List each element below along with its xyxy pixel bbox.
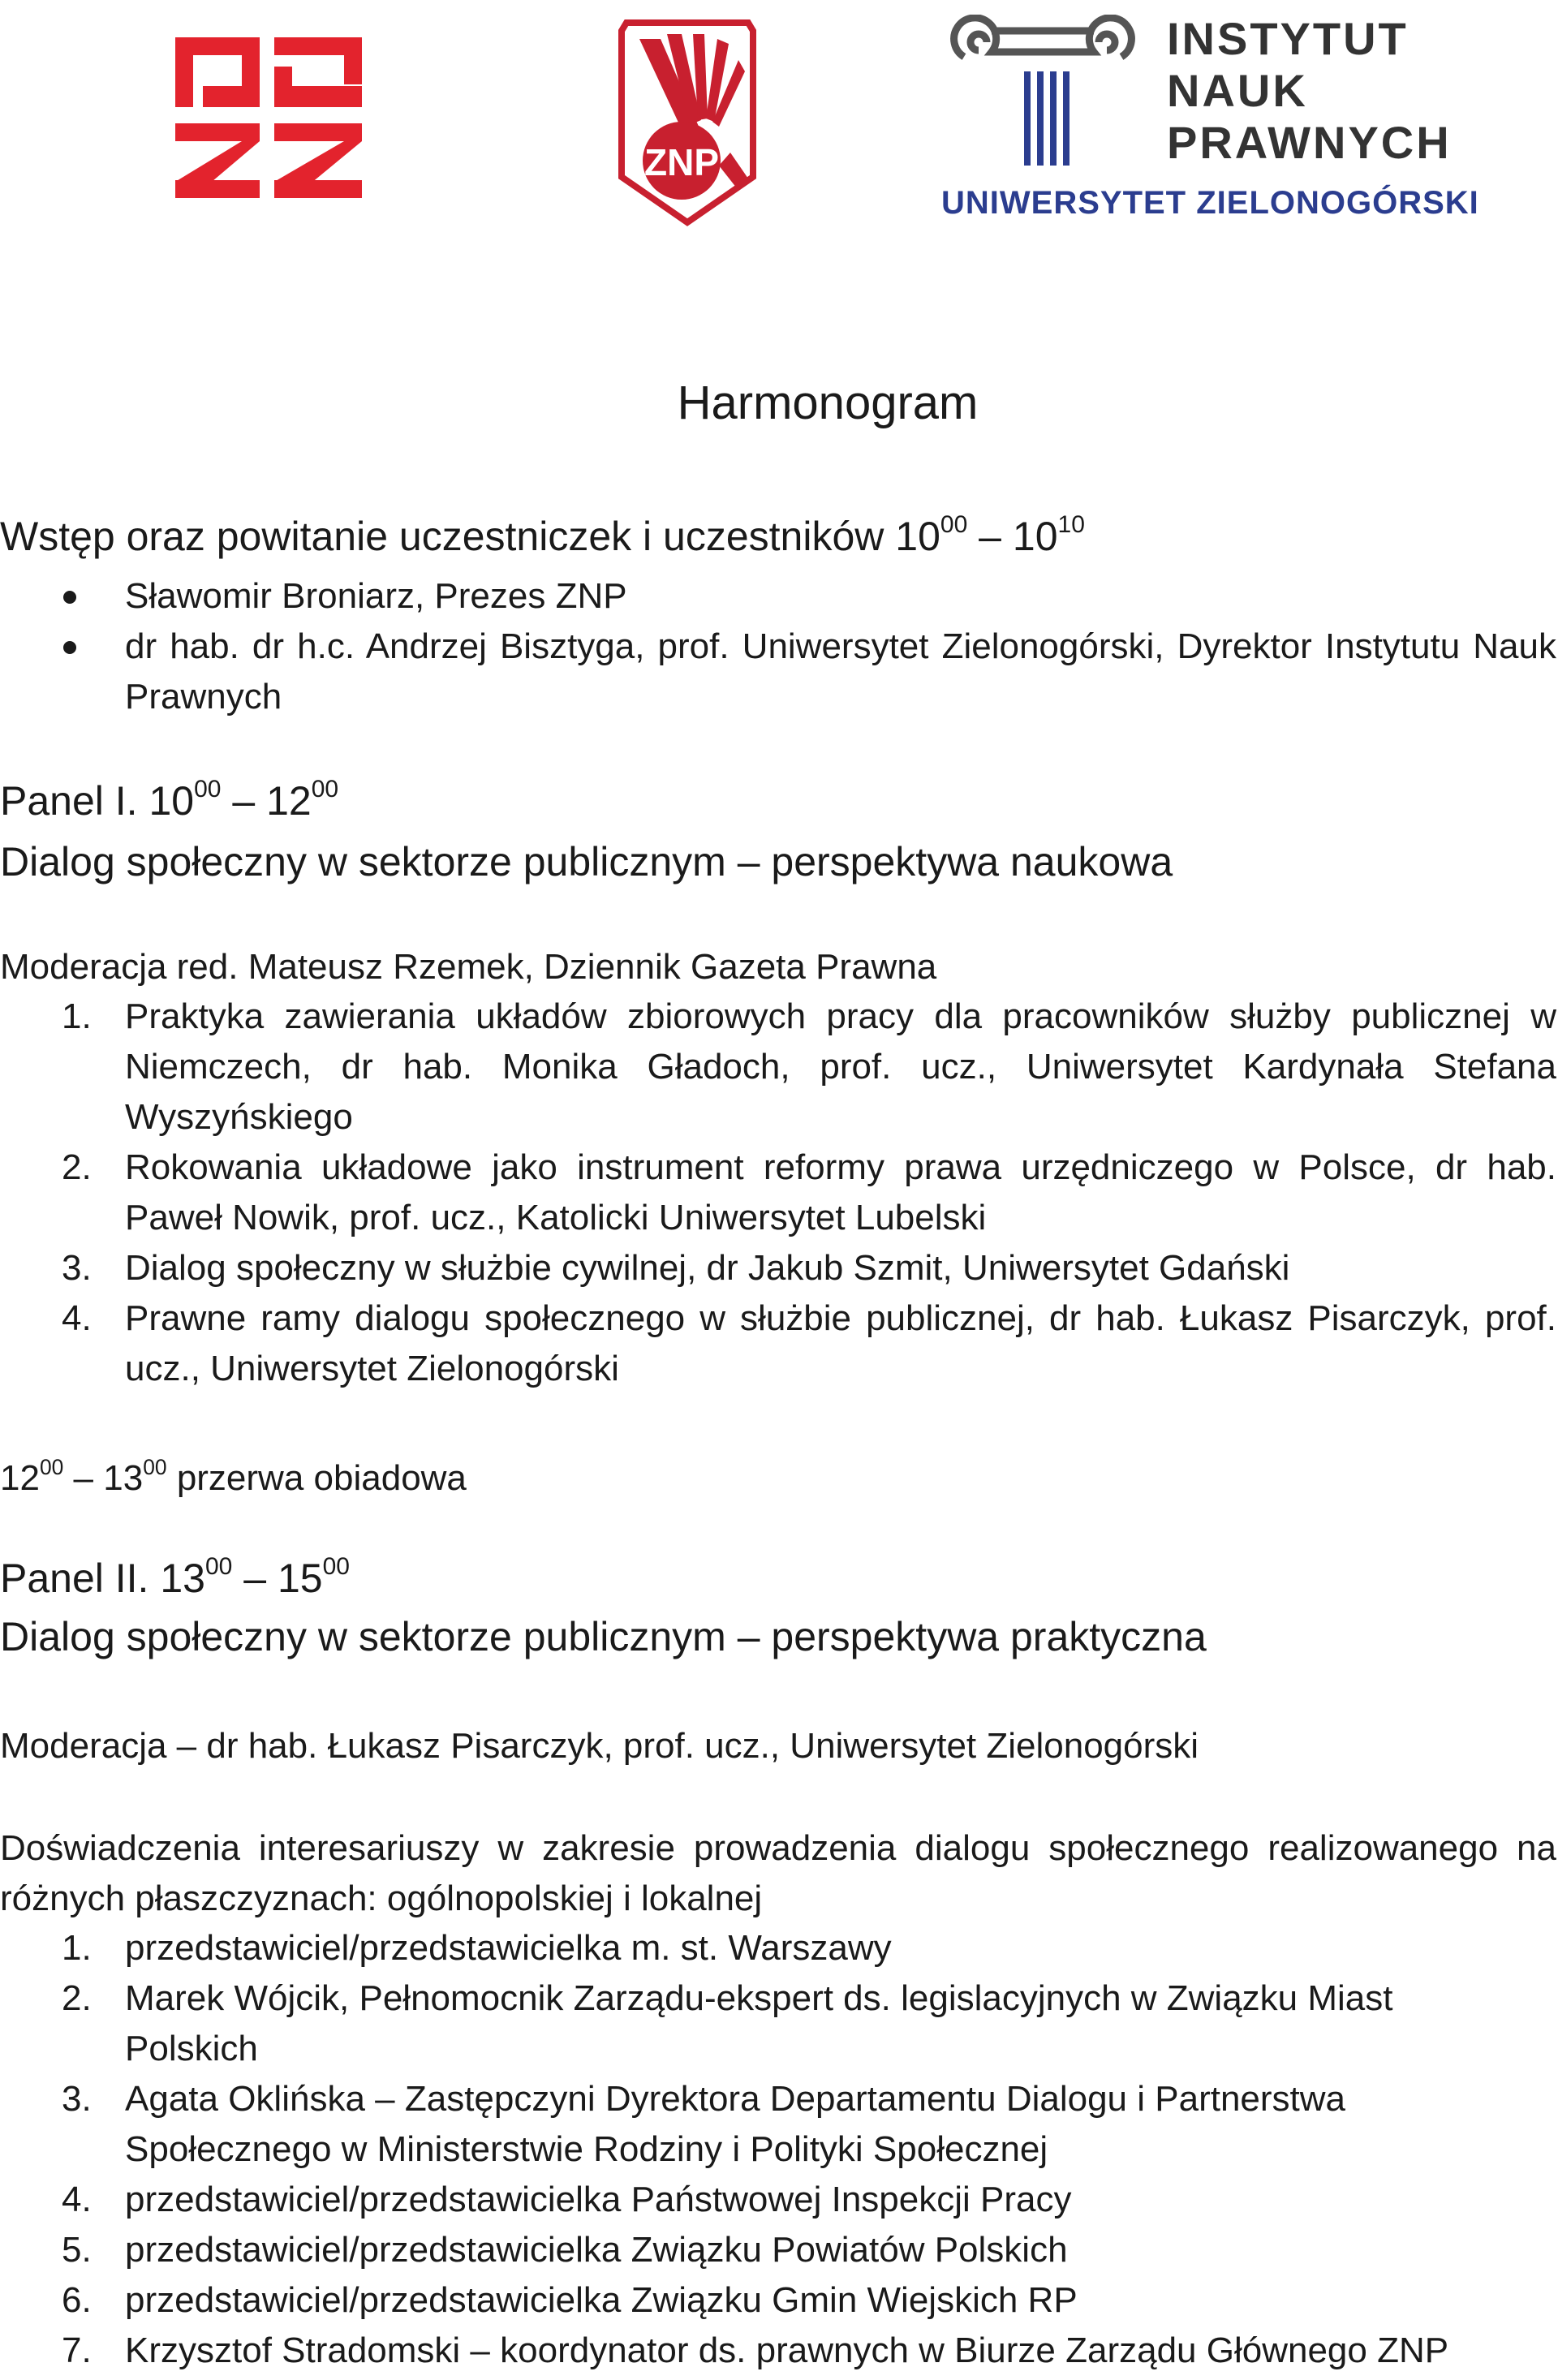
panel2-moderation: Moderacja – dr hab. Łukasz Pisarczyk, prof. ucz., Uniwersytet Zielonogórski	[0, 1726, 1199, 1766]
list-item: 2. Rokowania układowe jako instrument reformy prawa urzędniczego w Polsce, dr hab. Paweł Nowik, prof. ucz., Katolicki Uniwersytet Lubelski	[62, 1147, 1556, 1237]
panel1-time: $10^{00} - 12^{00}$	[148, 776, 339, 824]
break-time: $12^{00} - 13^{00}$	[0, 1455, 167, 1498]
panel2-items	[0, 1923, 1501, 2376]
document-title: Harmonogram	[677, 377, 979, 429]
intro-heading	[0, 511, 1085, 559]
intro-speakers	[0, 571, 1556, 722]
institute-logo-line1: INSTYTUT	[1167, 13, 1409, 64]
panel2-subtitle: Dialog społeczny w sektorze publicznym – perspektywa praktyczna	[0, 1614, 1207, 1659]
panel1-subtitle: Dialog społeczny w sektorze publicznym – perspektywa naukowa	[0, 839, 1173, 884]
list-item: 4. Prawne ramy dialogu społecznego w służbie publicznej, dr hab. Łukasz Pisarczyk, prof. ucz., Uniwersytet Zielonogórski	[62, 1298, 1556, 1388]
list-item: 3. Dialog społeczny w służbie cywilnej, dr Jakub Szmit, Uniwersytet Gdański	[62, 1248, 1290, 1288]
list-item: 5. przedstawiciel/przedstawicielka Związku Powiatów Polskich	[62, 2230, 1068, 2270]
znp-logo	[610, 6, 764, 229]
lunch-break	[0, 1455, 467, 1498]
institute-logo	[941, 10, 1479, 229]
panel2-intro: Doświadczenia interesariuszy w zakresie prowadzenia dialogu społecznego realizowanego na różnych płaszczyznach: ogólnopolskiej i lokalnej	[0, 1828, 1556, 1918]
list-item: 1. przedstawiciel/przedstawicielka m. st. Warszawy	[62, 1928, 892, 1968]
intro-time: $10^{00} - 10^{10}$	[895, 511, 1085, 559]
panel1-heading	[0, 776, 339, 824]
panel1-label: Panel I.	[0, 778, 138, 824]
bullet-icon	[63, 591, 76, 604]
panel2-label: Panel II.	[0, 1556, 149, 1601]
institute-logo-line2: NAUK	[1167, 65, 1308, 116]
column-capital-icon	[941, 15, 1144, 169]
institute-logo-line3: PRAWNYCH	[1167, 117, 1452, 168]
list-item: 2. Marek Wójcik, Pełnomocnik Zarządu-ekspert ds. legislacyjnych w Związku Miast Polskich	[62, 1978, 1393, 2068]
list-item: 4. przedstawiciel/przedstawicielka Państwowej Inspekcji Pracy	[62, 2180, 1072, 2219]
list-item: 7. Krzysztof Stradomski – koordynator ds. prawnych w Biurze Zarządu Głównego ZNP	[62, 2331, 1449, 2370]
university-name: UNIWERSYTET ZIELONOGÓRSKI	[941, 185, 1479, 221]
list-item: 1. Praktyka zawierania układów zbiorowych pracy dla pracowników służby publicznej w Niemczech, dr hab. Monika Gładoch, prof. ucz., Uniwersytet Kardynała Stefana Wyszyńskiego	[62, 996, 1556, 1137]
panel1-items	[0, 992, 1556, 1394]
list-item: dr hab. dr h.c. Andrzej Bisztyga, prof. Uniwersytet Zielonogórski, Dyrektor Instytutu Nauk Prawnych	[0, 622, 1556, 722]
intro-title: Wstęp oraz powitanie uczestniczek i uczestników	[0, 514, 884, 559]
ozzz-logo	[172, 36, 365, 201]
list-item: Sławomir Broniarz, Prezes ZNP	[0, 571, 1556, 622]
panel2-heading	[0, 1553, 350, 1601]
panel1-moderation: Moderacja red. Mateusz Rzemek, Dziennik Gazeta Prawna	[0, 947, 937, 987]
break-label: przerwa obiadowa	[176, 1458, 467, 1498]
bullet-icon	[63, 641, 76, 654]
znp-logo-text: ZNP	[644, 141, 719, 183]
panel2-time: $13^{00} - 15^{00}$	[160, 1553, 350, 1601]
list-item: 3. Agata Oklińska – Zastępczyni Dyrektora Departamentu Dialogu i Partnerstwa Społecznego w Ministerstwie Rodziny i Polityki Społecznej	[62, 2079, 1346, 2169]
list-item: 6. przedstawiciel/przedstawicielka Związku Gmin Wiejskich RP	[62, 2280, 1078, 2320]
